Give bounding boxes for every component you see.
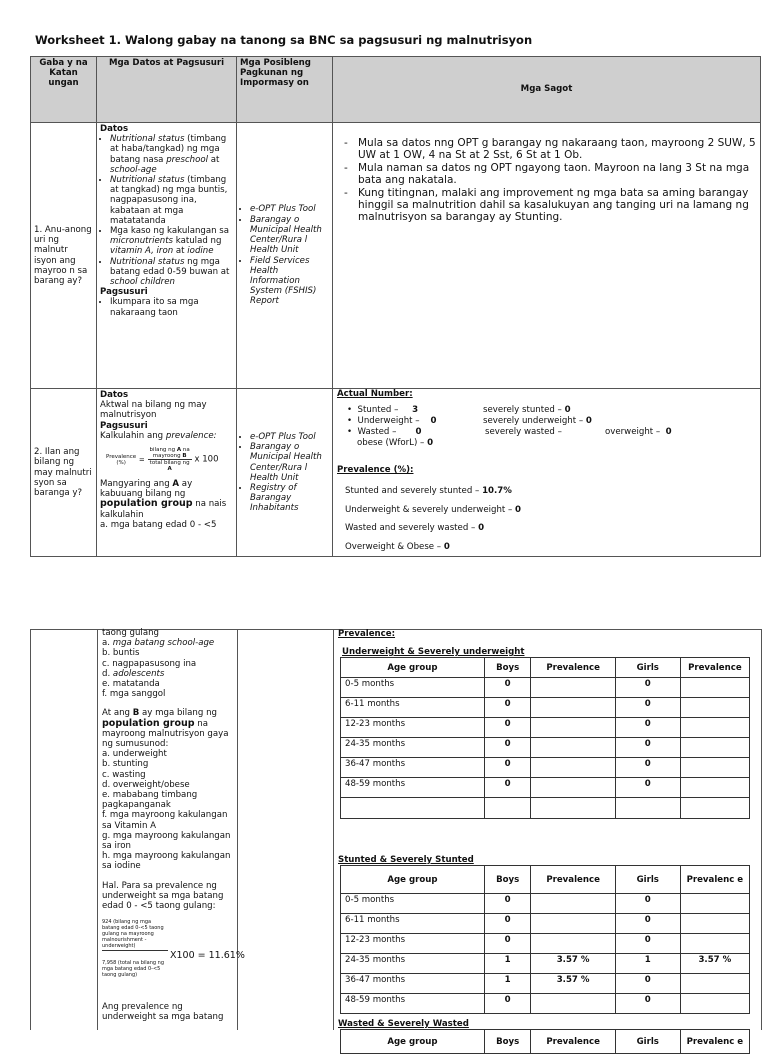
example-formula: [102, 919, 245, 993]
list-item: c. nagpapasusong ina: [102, 658, 197, 669]
age-group-cell: 36-47 months: [341, 758, 485, 778]
column-divider: [97, 630, 98, 1030]
value-cell: 1: [484, 974, 531, 994]
value-cell: 0: [615, 914, 680, 934]
list-item: d. adolescents: [102, 668, 165, 679]
list-item: b. stunting: [102, 759, 149, 770]
value-cell: 1: [484, 954, 531, 974]
value-cell: 0: [615, 738, 680, 758]
population-group-text: taong gulang a. mga batang school-age b. buntis c. nagpapasusong ina d. adolescents e. matatanda f. mga sanggol At ang B ay mga bilang ng population group na mayroong malnutrisyon gaya ng sumusunod: a. underweight b. stunting c. wasting d. overweight/obese e. mababang timbang pagkapanganak f. mga mayroong kakulangan sa Vitamin A g. mga mayroong kakulangan sa iron h. mga mayroong kakulangan sa iodine Hal. Para sa prevalence ng underweight sa mga batang edad 0 - <5 taong gulang: 924 (bilang ng mga batang edad 0-<5 taong gulang na mayroong malnourishment - underweight) 7,958 (total na bilang ng mga batang edad 0-<5 taong gulang) X100 = 11.61% Ang prevalence ng underweight sa mga batang: [102, 628, 245, 1023]
source-item: • Registry of Barangay Inhabitants: [250, 483, 329, 514]
header-answers: Mga Sagot: [333, 57, 761, 123]
age-group-cell: 24-35 months: [341, 954, 485, 974]
list-item: f. mga sanggol: [102, 689, 166, 700]
data-analysis-cell: [97, 123, 237, 389]
source-item: • e-OPT Plus Tool: [250, 204, 329, 214]
datos-label: Datos: [100, 390, 129, 400]
list-item: h. mga mayroong kakulangan sa iodine: [102, 851, 231, 872]
underweight-line: • Underweight – 0: [347, 416, 437, 427]
prevalence-title: Prevalence:: [338, 629, 396, 639]
value-cell: [531, 758, 615, 778]
value-cell: [531, 894, 615, 914]
wasted-table: [340, 1029, 750, 1054]
age-group-cell: 0-5 months: [341, 678, 485, 698]
value-cell: 3.57 %: [531, 954, 615, 974]
stunted-line: • Stunted – 3: [347, 405, 419, 416]
prevalence-list: [337, 482, 756, 556]
value-cell: [531, 698, 615, 718]
value-cell: [680, 894, 749, 914]
obese-line: obese (WforL) – 0: [357, 438, 434, 449]
list-item: a. underweight: [102, 749, 167, 760]
list-item: g. mga mayroong kakulangan sa iron: [102, 830, 231, 852]
actual-numbers: [337, 403, 756, 461]
list-item: c. wasting: [102, 769, 146, 780]
datos-item: • Nutritional status (timbang at haba/tangkad) ng mga batang nasa preschool at school-age: [110, 134, 233, 175]
value-cell: 1: [615, 954, 680, 974]
value-cell: 0: [484, 934, 531, 954]
prevalence-section: [338, 629, 758, 1054]
age-group-cell: 6-11 months: [341, 698, 485, 718]
value-cell: [680, 914, 749, 934]
answer-item: - Mula sa datos nng OPT g barangay ng nakaraang taon, mayroong 2 SUW, 5 UW at 1 OW, 4 na St at 2 Sst, 6 St at 1 Ob.: [358, 137, 757, 162]
table-header-row: Age group Boys Prevalence Girls Prevalenc e: [341, 1030, 750, 1054]
column-divider: [333, 630, 334, 1030]
table-row: [341, 994, 750, 1014]
table-row: [31, 389, 761, 557]
table-row: [341, 758, 750, 778]
table-row: [341, 738, 750, 758]
pagsusuri-label: Pagsusuri: [100, 420, 148, 431]
header-guide-question: Gaba y na Katan ungan: [31, 57, 97, 123]
value-cell: 0: [484, 698, 531, 718]
table-header-row: Age group Boys Prevalence Girls Prevalenc e: [341, 866, 750, 894]
answers-cell: [333, 123, 761, 389]
value-cell: [680, 758, 749, 778]
source-item: • Field Services Health Information System (FSHIS) Report: [250, 256, 329, 307]
datos-item: • Nutritional status ng mga batang edad 0-59 buwan at school children: [110, 257, 233, 288]
value-cell: [531, 914, 615, 934]
value-cell: 0: [615, 758, 680, 778]
age-group-cell: 6-11 months: [341, 914, 485, 934]
table-header-row: Age group Boys Prevalence Girls Prevalence: [341, 658, 750, 678]
wasted-line: • Wasted – 0: [347, 427, 422, 438]
value-cell: [680, 718, 749, 738]
prevalence-overweight: Overweight & Obese – 0: [345, 541, 450, 552]
column-divider: [237, 630, 238, 1030]
prevalence-wasted: Wasted and severely wasted – 0: [345, 523, 485, 534]
value-cell: [680, 934, 749, 954]
wasted-table-title: Wasted & Severely Wasted: [338, 1019, 469, 1029]
prevalence-underweight: Underweight & severely underweight – 0: [345, 504, 522, 515]
question-2: 2. Ilan ang bilang ng may malnutri syon sa baranga y?: [31, 389, 97, 557]
example-result: X100 = 11.61%: [170, 950, 245, 962]
table-row: [341, 698, 750, 718]
actual-number-label: Actual Number:: [337, 389, 413, 399]
age-group-cell: 12-23 months: [341, 718, 485, 738]
value-cell: 0: [615, 994, 680, 1014]
underweight-table: [340, 657, 750, 819]
table-row: [341, 678, 750, 698]
formula-lhs: Prevalence (%): [106, 453, 137, 466]
list-item: d. overweight/obese: [102, 779, 190, 790]
source-item: • e-OPT Plus Tool: [250, 432, 329, 442]
hal-text: Hal. Para sa prevalence ng underweight sa mga batang edad 0 - <5 taong gulang:: [102, 880, 224, 912]
value-cell: [680, 778, 749, 798]
item-a: a. mga batang edad 0 - <5: [100, 519, 217, 530]
value-cell: [680, 678, 749, 698]
value-cell: 3.57 %: [531, 974, 615, 994]
overweight-line: overweight – 0: [605, 427, 672, 438]
sources-cell: [237, 389, 333, 557]
kalkulahin-text: Kalkulahin ang prevalence:: [100, 430, 217, 441]
value-cell: [531, 994, 615, 1014]
table-row: [341, 798, 750, 819]
age-group-cell: 36-47 months: [341, 974, 485, 994]
value-cell: 0: [484, 678, 531, 698]
list-item: b. buntis: [102, 648, 140, 659]
value-cell: 0: [615, 974, 680, 994]
data-analysis-cell: [97, 389, 237, 557]
continuation-table: [30, 628, 762, 1047]
example-numerator: 924 (bilang ng mga batang edad 0-<5 taong gulang na mayroong malnourishment - underweight): [102, 919, 168, 951]
bottom-text: Ang prevalence ng underweight sa mga batang: [102, 1002, 224, 1023]
severely-stunted-line: severely stunted – 0: [483, 405, 571, 416]
table-row: [31, 123, 761, 389]
prevalence-formula: Prevalence (%) = bilang ng A na mayroong B total bilang ng A x 100: [106, 447, 219, 473]
value-cell: 0: [484, 738, 531, 758]
value-cell: 0: [615, 894, 680, 914]
value-cell: [531, 934, 615, 954]
value-cell: [531, 678, 615, 698]
prevalence-stunted: Stunted and severely stunted – 10.7%: [345, 486, 512, 497]
table-row: [341, 934, 750, 954]
answers-cell: [333, 389, 761, 557]
header-sources: Mga Posibleng Pagkunan ng Impormasy on: [237, 57, 333, 123]
table-row: [341, 778, 750, 798]
list-item: e. matatanda: [102, 679, 160, 690]
value-cell: [531, 718, 615, 738]
value-cell: 0: [615, 934, 680, 954]
value-cell: [680, 994, 749, 1014]
source-item: • Barangay o Municipal Health Center/Rura l Health Unit: [250, 215, 329, 256]
list-item: a. mga batang school-age: [102, 638, 215, 649]
source-item: • Barangay o Municipal Health Center/Rura l Health Unit: [250, 442, 329, 483]
pagsusuri-item: • Ikumpara ito sa mga nakaraang taon: [110, 297, 233, 317]
stunted-table: [340, 865, 750, 1014]
list-item: f. mga mayroong kakulangan sa Vitamin A: [102, 810, 228, 831]
value-cell: 0: [615, 778, 680, 798]
prevalence-label: Prevalence (%):: [337, 465, 414, 476]
severely-underweight-line: severely underweight – 0: [483, 416, 592, 427]
datos-item: • Mga kaso ng kakulangan sa micronutrients katulad ng vitamin A, iron at iodine: [110, 226, 233, 257]
value-cell: 0: [615, 718, 680, 738]
value-cell: [531, 738, 615, 758]
age-group-cell: 0-5 months: [341, 894, 485, 914]
value-cell: 0: [484, 718, 531, 738]
at-ang-b-text: At ang B ay mga bilang ng population group na mayroong malnutrisyon gaya ng sumusunod:: [102, 708, 229, 750]
severely-wasted-line: severely wasted –: [485, 427, 562, 438]
formula-times: x 100: [194, 454, 219, 465]
pagsusuri-label: Pagsusuri: [100, 287, 148, 298]
sources-cell: [237, 123, 333, 389]
table-row: [341, 894, 750, 914]
datos-text: Aktwal na bilang ng may malnutrisyon: [100, 400, 207, 421]
table-row: [341, 974, 750, 994]
value-cell: [680, 738, 749, 758]
value-cell: [531, 778, 615, 798]
datos-label: Datos: [100, 124, 129, 134]
answer-item: - Mula naman sa datos ng OPT ngayong taon. Mayroon na lang 3 St na mga bata ang nakatala.: [358, 162, 757, 187]
answer-item: - Kung titingnan, malaki ang improvement ng mga bata sa aming barangay hinggil sa malnutrition dahil sa kasalukuyan ang tanging uri na lamang ng malnutrisyon sa barangay ay Stunting.: [358, 187, 757, 224]
table-row: [341, 954, 750, 974]
formula-fraction: bilang ng A na mayroong B total bilang ng A: [149, 447, 190, 473]
value-cell: 0: [615, 698, 680, 718]
underweight-table-title: Underweight & Severely underweight: [342, 647, 525, 657]
value-cell: 0: [615, 678, 680, 698]
stunted-table-title: Stunted & Severely Stunted: [338, 855, 474, 865]
table-row: [341, 914, 750, 934]
example-denominator: 7,958 (total na bilang ng mga batang edad 0-<5 taong gulang): [102, 960, 164, 979]
value-cell: 3.57 %: [680, 954, 749, 974]
list-item: e. mababang timbang pagkapanganak: [102, 790, 198, 811]
worksheet-title: Worksheet 1. Walong gabay na tanong sa BNC sa pagsusuri ng malnutrisyon: [35, 33, 533, 47]
table-row: [341, 718, 750, 738]
table-header-row: [31, 57, 761, 123]
mangyaring-text: Mangyaring ang A ay kabuuang bilang ng population group na nais kalkulahin: [100, 479, 227, 520]
value-cell: [680, 974, 749, 994]
value-cell: 0: [484, 914, 531, 934]
worksheet-table: [30, 56, 761, 557]
question-1: 1. Anu-anong uri ng malnutr isyon ang mayroo n sa barang ay?: [31, 123, 97, 389]
value-cell: 0: [484, 994, 531, 1014]
age-group-cell: 12-23 months: [341, 934, 485, 954]
value-cell: 0: [484, 758, 531, 778]
header-data-analysis: Mga Datos at Pagsusuri: [97, 57, 237, 123]
age-group-cell: 48-59 months: [341, 778, 485, 798]
value-cell: 0: [484, 778, 531, 798]
value-cell: 0: [484, 894, 531, 914]
age-group-cell: 48-59 months: [341, 994, 485, 1014]
age-group-cell: 24-35 months: [341, 738, 485, 758]
datos-item: • Nutritional status (timbang at tangkad) ng mga buntis, nagpapasusong ina, kabataan at mga matatatanda: [110, 175, 233, 226]
value-cell: [680, 698, 749, 718]
